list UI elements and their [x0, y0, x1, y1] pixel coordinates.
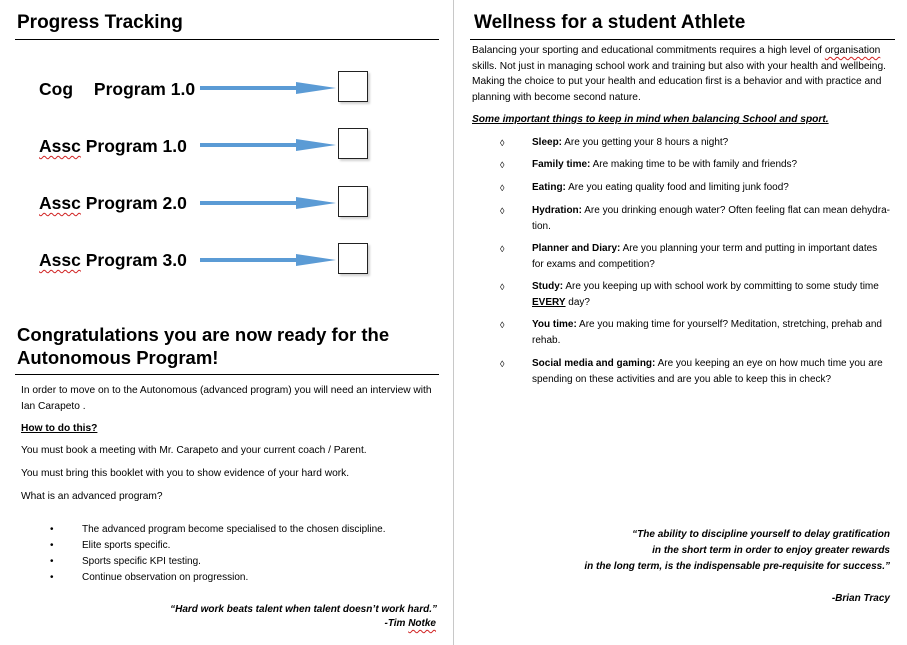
congrats-underline [15, 374, 439, 375]
item-text: Are you keeping up with school work by committing to some study time [563, 281, 879, 292]
list-item: • Sports specific KPI testing. [50, 556, 201, 567]
item-text: Are you keeping an eye on how much time you are [655, 358, 883, 369]
title-underline [15, 39, 439, 40]
right-arrow-icon [200, 197, 336, 209]
diamond-bullet-icon: ◊ [500, 359, 505, 369]
step-bring-booklet: You must bring this booklet with you to show evidence of your hard work. [21, 468, 350, 479]
wellness-paragraph-line1 [472, 43, 880, 59]
list-item-text: Continue observation on progression. [82, 572, 249, 583]
right-arrow-icon [200, 139, 336, 151]
program-name: Program 1.0 [80, 136, 187, 156]
brian-tracy-quote-line2: in the short term in order to enjoy greater rewards [652, 545, 890, 556]
wellness-item-social-media-gaming [500, 356, 895, 388]
diamond-bullet-icon: ◊ [500, 206, 505, 216]
item-text: rehab. [532, 335, 561, 346]
wellness-paragraph-line3: Making the choice to put your health and education first is a behavior and with practice and [472, 76, 882, 87]
step-book-meeting: You must book a meeting with Mr. Carapeto and your current coach / Parent. [21, 445, 367, 456]
item-text: day? [565, 297, 590, 308]
list-item: • Elite sports specific. [50, 540, 171, 551]
para-text: Balancing your sporting and educational commitments requires a high level of [472, 45, 825, 56]
wellness-paragraph-line4: planning with become second nature. [472, 92, 641, 103]
tim-notke-quote: “Hard work beats talent when talent doesn’t work hard.” [170, 604, 437, 615]
item-text: spending on these activities and are you able to keep this in check? [532, 374, 832, 385]
intro-text-line1: In order to move on to the Autonomous (advanced program) you will need an interview with [21, 385, 432, 396]
progress-checkbox-assc-3[interactable] [338, 243, 368, 274]
advanced-program-question: What is an advanced program? [21, 491, 163, 502]
program-prefix: Assc [39, 193, 81, 213]
item-text: Are you getting your 8 hours a night? [562, 137, 729, 148]
program-prefix: Assc [39, 250, 81, 270]
brian-tracy-quote-line1: “The ability to discipline yourself to delay gratification [632, 529, 890, 540]
program-name: Program 2.0 [80, 193, 187, 213]
diamond-bullet-icon: ◊ [500, 183, 505, 193]
item-term: Eating: [532, 182, 566, 193]
program-row-assc-3-label [39, 250, 187, 271]
diamond-bullet-icon: ◊ [500, 138, 505, 148]
wellness-item-eating [500, 180, 895, 196]
progress-checkbox-cog-1[interactable] [338, 71, 368, 102]
progress-tracking-title: Progress Tracking [17, 12, 183, 33]
program-row-assc-2-label [39, 193, 187, 214]
progress-checkbox-assc-2[interactable] [338, 186, 368, 217]
program-name: Program 1.0 [93, 79, 196, 99]
item-text: Are you planning your term and putting in important dates [620, 243, 878, 254]
item-term: Social media and gaming: [532, 358, 656, 369]
diamond-bullet-icon: ◊ [500, 320, 505, 330]
wellness-underline [470, 39, 895, 40]
wellness-item-study [500, 279, 895, 311]
wellness-item-hydration [500, 203, 895, 235]
diamond-bullet-icon: ◊ [500, 244, 505, 254]
tim-notke-author [384, 616, 436, 632]
item-text: for exams and competition? [532, 259, 655, 270]
right-arrow-icon [200, 254, 336, 266]
congrats-heading-line2: Autonomous Program! [17, 347, 219, 368]
list-item: • The advanced program become specialised to the chosen discipline. [50, 524, 386, 535]
list-item-text: The advanced program become specialised to the chosen discipline. [82, 524, 386, 535]
item-term: Sleep: [532, 137, 563, 148]
wellness-item-planner-diary [500, 241, 895, 273]
wellness-item-sleep [500, 135, 895, 151]
para-text-flagged: organisation [824, 45, 881, 56]
item-text: Are you making time for yourself? Meditation, stretching, prehab and [576, 319, 882, 330]
item-term: Family time: [532, 159, 591, 170]
program-prefix: Cog [39, 79, 74, 99]
wellness-title: Wellness for a student Athlete [474, 12, 746, 33]
item-text: Are you eating quality food and limiting junk food? [565, 182, 789, 193]
item-term: Planner and Diary: [532, 243, 621, 254]
item-term: You time: [532, 319, 577, 330]
list-item: • Continue observation on progression. [50, 572, 249, 583]
progress-checkbox-assc-1[interactable] [338, 128, 368, 159]
congrats-heading-line1: Congratulations you are now ready for the [17, 324, 390, 345]
program-name: Program 3.0 [80, 250, 187, 270]
diamond-bullet-icon: ◊ [500, 282, 505, 292]
program-row-cog-1-label [39, 79, 195, 100]
important-things-heading: Some important things to keep in mind when balancing School and sport. [472, 114, 829, 125]
brian-tracy-quote-line3: in the long term, is the indispensable pre-requisite for success.” [584, 561, 890, 572]
diamond-bullet-icon: ◊ [500, 160, 505, 170]
author-prefix: -Tim [384, 618, 409, 629]
wellness-item-you-time [500, 317, 895, 349]
list-item-text: Sports specific KPI testing. [82, 556, 201, 567]
list-item-text: Elite sports specific. [82, 540, 171, 551]
wellness-paragraph-line2: skills. Not just in managing school work and training but also with your health and wellbeing. [472, 61, 886, 72]
author-name: Notke [408, 618, 436, 629]
item-term: Study: [532, 281, 564, 292]
right-arrow-icon [200, 82, 336, 94]
brian-tracy-author: -Brian Tracy [831, 593, 890, 604]
page-divider [453, 0, 454, 645]
item-text: Are making time to be with family and friends? [590, 159, 798, 170]
program-row-assc-1-label [39, 136, 187, 157]
how-to-heading: How to do this? [21, 423, 98, 434]
item-term: Hydration: [532, 205, 582, 216]
item-emphasis: EVERY [532, 297, 566, 308]
item-text: tion. [532, 221, 551, 232]
item-text: Are you drinking enough water? Often feeling flat can mean dehydra- [582, 205, 890, 216]
wellness-item-family-time [500, 157, 895, 173]
program-prefix: Assc [39, 136, 81, 156]
intro-text-line2: Ian Carapeto . [21, 401, 86, 412]
